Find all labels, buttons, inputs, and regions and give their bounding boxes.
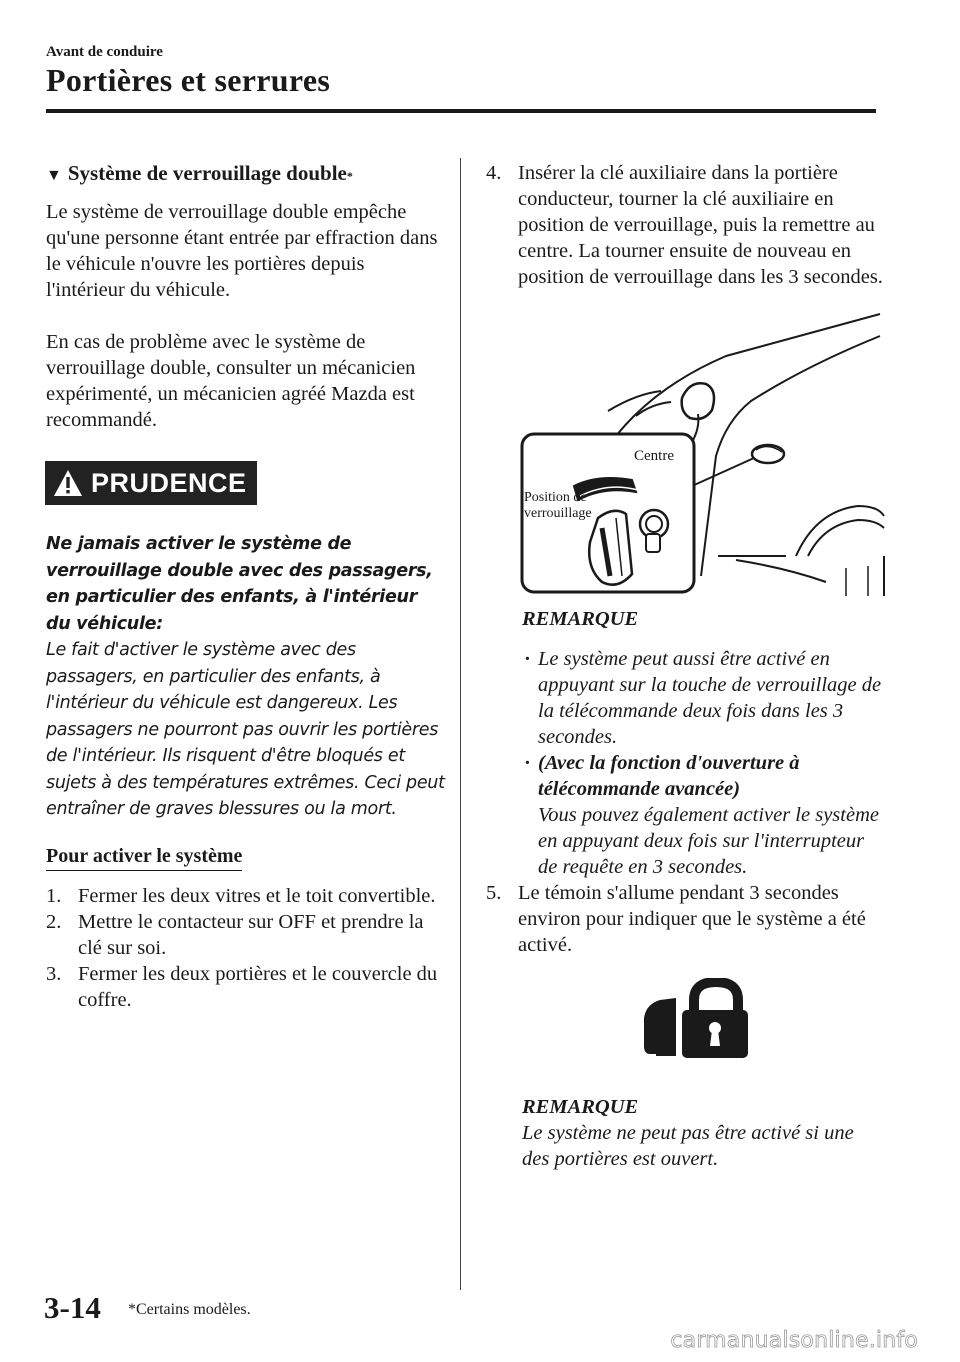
caution-warning: Ne jamais activer le système de verrouillage double avec des passagers, en particulier des enfants, à l'intérieur du véhicule: <box>46 534 433 634</box>
car-door-drawing <box>486 306 886 596</box>
caution-badge <box>45 461 257 505</box>
service-paragraph: En cas de problème avec le système de verrouillage double, consulter un mécanicien expérimenté, un mécanicien agréé Mazda est recommandé. <box>46 331 416 431</box>
step-text: Mettre le contacteur sur OFF et prendre la clé sur soi. <box>78 910 424 959</box>
caution-block <box>46 531 446 823</box>
remark-block-2 <box>522 1094 886 1172</box>
step-text: Insérer la clé auxiliaire dans la portière conducteur, tourner la clé auxiliaire en position de verrouillage, puis la remettre au centre. La tourner ensuite de nouveau en position de verrouillage dans les 3 secondes. <box>518 162 883 288</box>
remark-block <box>522 606 886 880</box>
step-number: 1. <box>46 884 62 907</box>
remark-list <box>522 646 886 880</box>
list-item <box>486 880 886 958</box>
caution-label: PRUDENCE <box>91 468 247 498</box>
step-number: 4. <box>486 162 502 184</box>
watermark: carmanualsonline.info <box>670 1328 918 1353</box>
step-number: 3. <box>46 962 62 985</box>
step-text: Le témoin s'allume pendant 3 secondes environ pour indiquer que le système a été activé. <box>518 882 866 956</box>
steps-list-continued <box>486 160 886 290</box>
list-item <box>522 646 886 750</box>
title-rule <box>46 109 876 113</box>
list-item <box>486 160 886 290</box>
caution-explanation: Le fait d'activer le système avec des passagers, en particulier des enfants, à l'intérieur du véhicule est dangereux. Les passagers ne pourront pas ouvrir les portières de l'intérieur. Ils risquent d'être bloqués et sujets à des températures extrêmes. Ceci peut entraîner de graves blessures ou la mort. <box>46 640 445 819</box>
section-heading: ▼ Système de verrouillage double * <box>46 160 446 189</box>
steps-list-final <box>486 880 886 958</box>
step-text: Fermer les deux portières et le couvercle du coffre. <box>78 962 438 1011</box>
center-position-label: Centre <box>634 448 674 464</box>
remark-bullet-text: Vous pouvez également activer le système en appuyant deux fois sur l'interrupteur de requête en 3 secondes. <box>538 804 879 878</box>
intro-paragraph: Le système de verrouillage double empêche qu'une personne étant entrée par effraction dans le véhicule n'ouvre les portières depuis l'intérieur du véhicule. <box>46 201 438 301</box>
step-text: Fermer les deux vitres et le toit convertible. <box>78 884 436 907</box>
warning-triangle-icon <box>53 469 83 497</box>
procedure-subheading: Pour activer le système <box>46 843 242 871</box>
left-column <box>46 160 446 1013</box>
step-number: 2. <box>46 910 62 933</box>
list-item <box>46 909 446 961</box>
list-item <box>46 961 446 1013</box>
section-heading-text: Système de verrouillage double <box>67 161 347 185</box>
car-lock-indicator-icon <box>642 978 752 1062</box>
page-title: Portières et serrures <box>46 62 331 98</box>
remark-heading: REMARQUE <box>522 608 639 630</box>
section-kicker: Avant de conduire <box>46 44 163 60</box>
door-key-illustration <box>486 306 886 596</box>
indicator-illustration <box>486 978 886 1082</box>
page-number: 3-14 <box>44 1290 101 1325</box>
steps-list <box>46 883 446 1013</box>
right-column <box>486 160 886 1172</box>
list-item <box>522 750 886 880</box>
list-item <box>46 883 446 909</box>
remark-bullet-condition: (Avec la fonction d'ouverture à télécommande avancée) <box>538 752 800 800</box>
lock-position-label-line2: verrouillage <box>524 506 592 521</box>
footnote: *Certains modèles. <box>128 1301 251 1318</box>
step-number: 5. <box>486 882 502 904</box>
remark-text: Le système ne peut pas être activé si une des portières est ouvert. <box>522 1122 854 1170</box>
triangle-down-icon: ▼ <box>46 167 62 184</box>
column-divider <box>460 158 461 1290</box>
remark-bullet-text: Le système peut aussi être activé en appuyant sur la touche de verrouillage de la télécommande deux fois dans les 3 secondes. <box>538 648 882 748</box>
remark-heading: REMARQUE <box>522 1096 639 1118</box>
lock-position-label-line1: Position de <box>524 490 587 505</box>
